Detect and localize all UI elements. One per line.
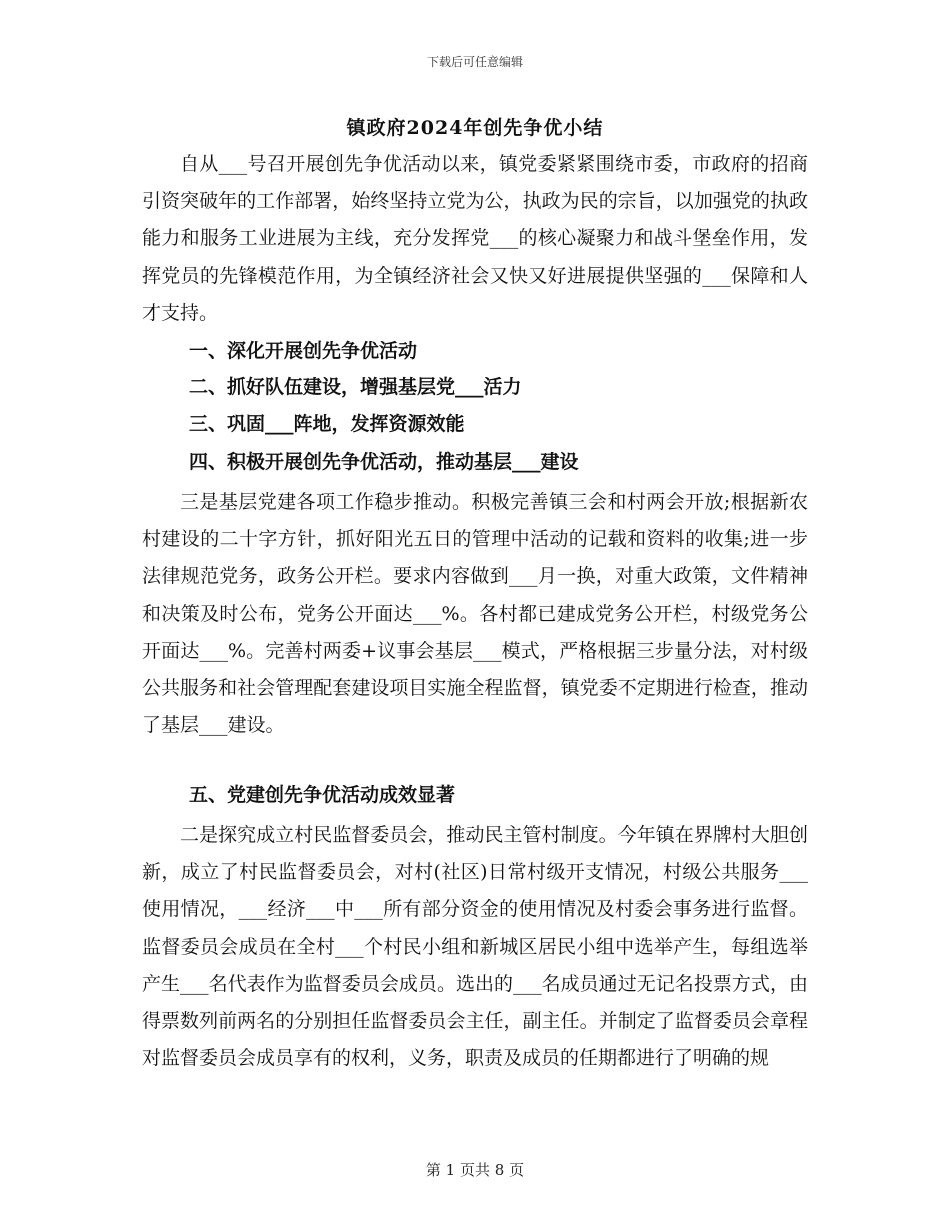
section-heading-2: 二、抓好队伍建设，增强基层党___活力 [189, 376, 522, 398]
intro-paragraph: 自从___号召开展创先争优活动以来，镇党委紧紧围绕市委，市政府的招商引资突破年的工作部署，始终坚持立党为公，执政为民的宗旨，以加强党的执政能力和服务工业进展为主线，充分发挥党___的核心凝聚力和战斗堡垒作用，发挥党员的先锋模范作用，为全镇经济社会又快又好进展提供坚强的___保障和人才支持。 [142, 153, 808, 324]
section-4-paragraph-block [142, 484, 808, 744]
section-heading-4: 四、积极开展创先争优活动，推动基层___建设 [189, 451, 579, 473]
page-header-note: 下载后可任意编辑 [426, 55, 523, 69]
section-5-paragraph: 二是探究成立村民监督委员会，推动民主管村制度。今年镇在界牌村大胆创新，成立了村民监督委员会，对村(社区)日常村级开支情况，村级公共服务___使用情况，___经济___中___所有部分资金的使用情况及村委会事务进行监督。监督委员会成员在全村___个村民小组和新城区居民小组中选举产生，每组选举产生___名代表作为监督委员会成员。选出的___名成员通过无记名投票方式，由得票数列前两名的分别担任监督委员会主任，副主任。并制定了监督委员会章程对监督委员会成员享有的权利，义务，职责及成员的任期都进行了明确的规 [142, 824, 808, 1070]
section-heading-5: 五、党建创先争优活动成效显著 [189, 784, 456, 806]
section-heading-3: 三、巩固___阵地，发挥资源效能 [189, 413, 465, 435]
intro-paragraph-block [142, 146, 808, 332]
document-title: 镇政府2024年创先争优小结 [346, 117, 604, 139]
section-5-paragraph-block [142, 817, 808, 1077]
section-4-paragraph: 三是基层党建各项工作稳步推动。积极完善镇三会和村两会开放;根据新农村建设的二十字方针，抓好阳光五日的管理中活动的记载和资料的收集;进一步法律规范党务，政务公开栏。要求内容做到___月一换，对重大政策，文件精神和决策及时公布，党务公开面达___%。各村都已建成党务公开栏，村级党务公开面达___%。完善村两委+议事会基层___模式，严格根据三步量分法，对村级公共服务和社会管理配套建设项目实施全程监督，镇党委不定期进行检查，推动了基层___建设。 [142, 491, 808, 737]
page-footer: 第 1 页共 8 页 [425, 1161, 525, 1179]
section-heading-1: 一、深化开展创先争优活动 [189, 340, 418, 362]
